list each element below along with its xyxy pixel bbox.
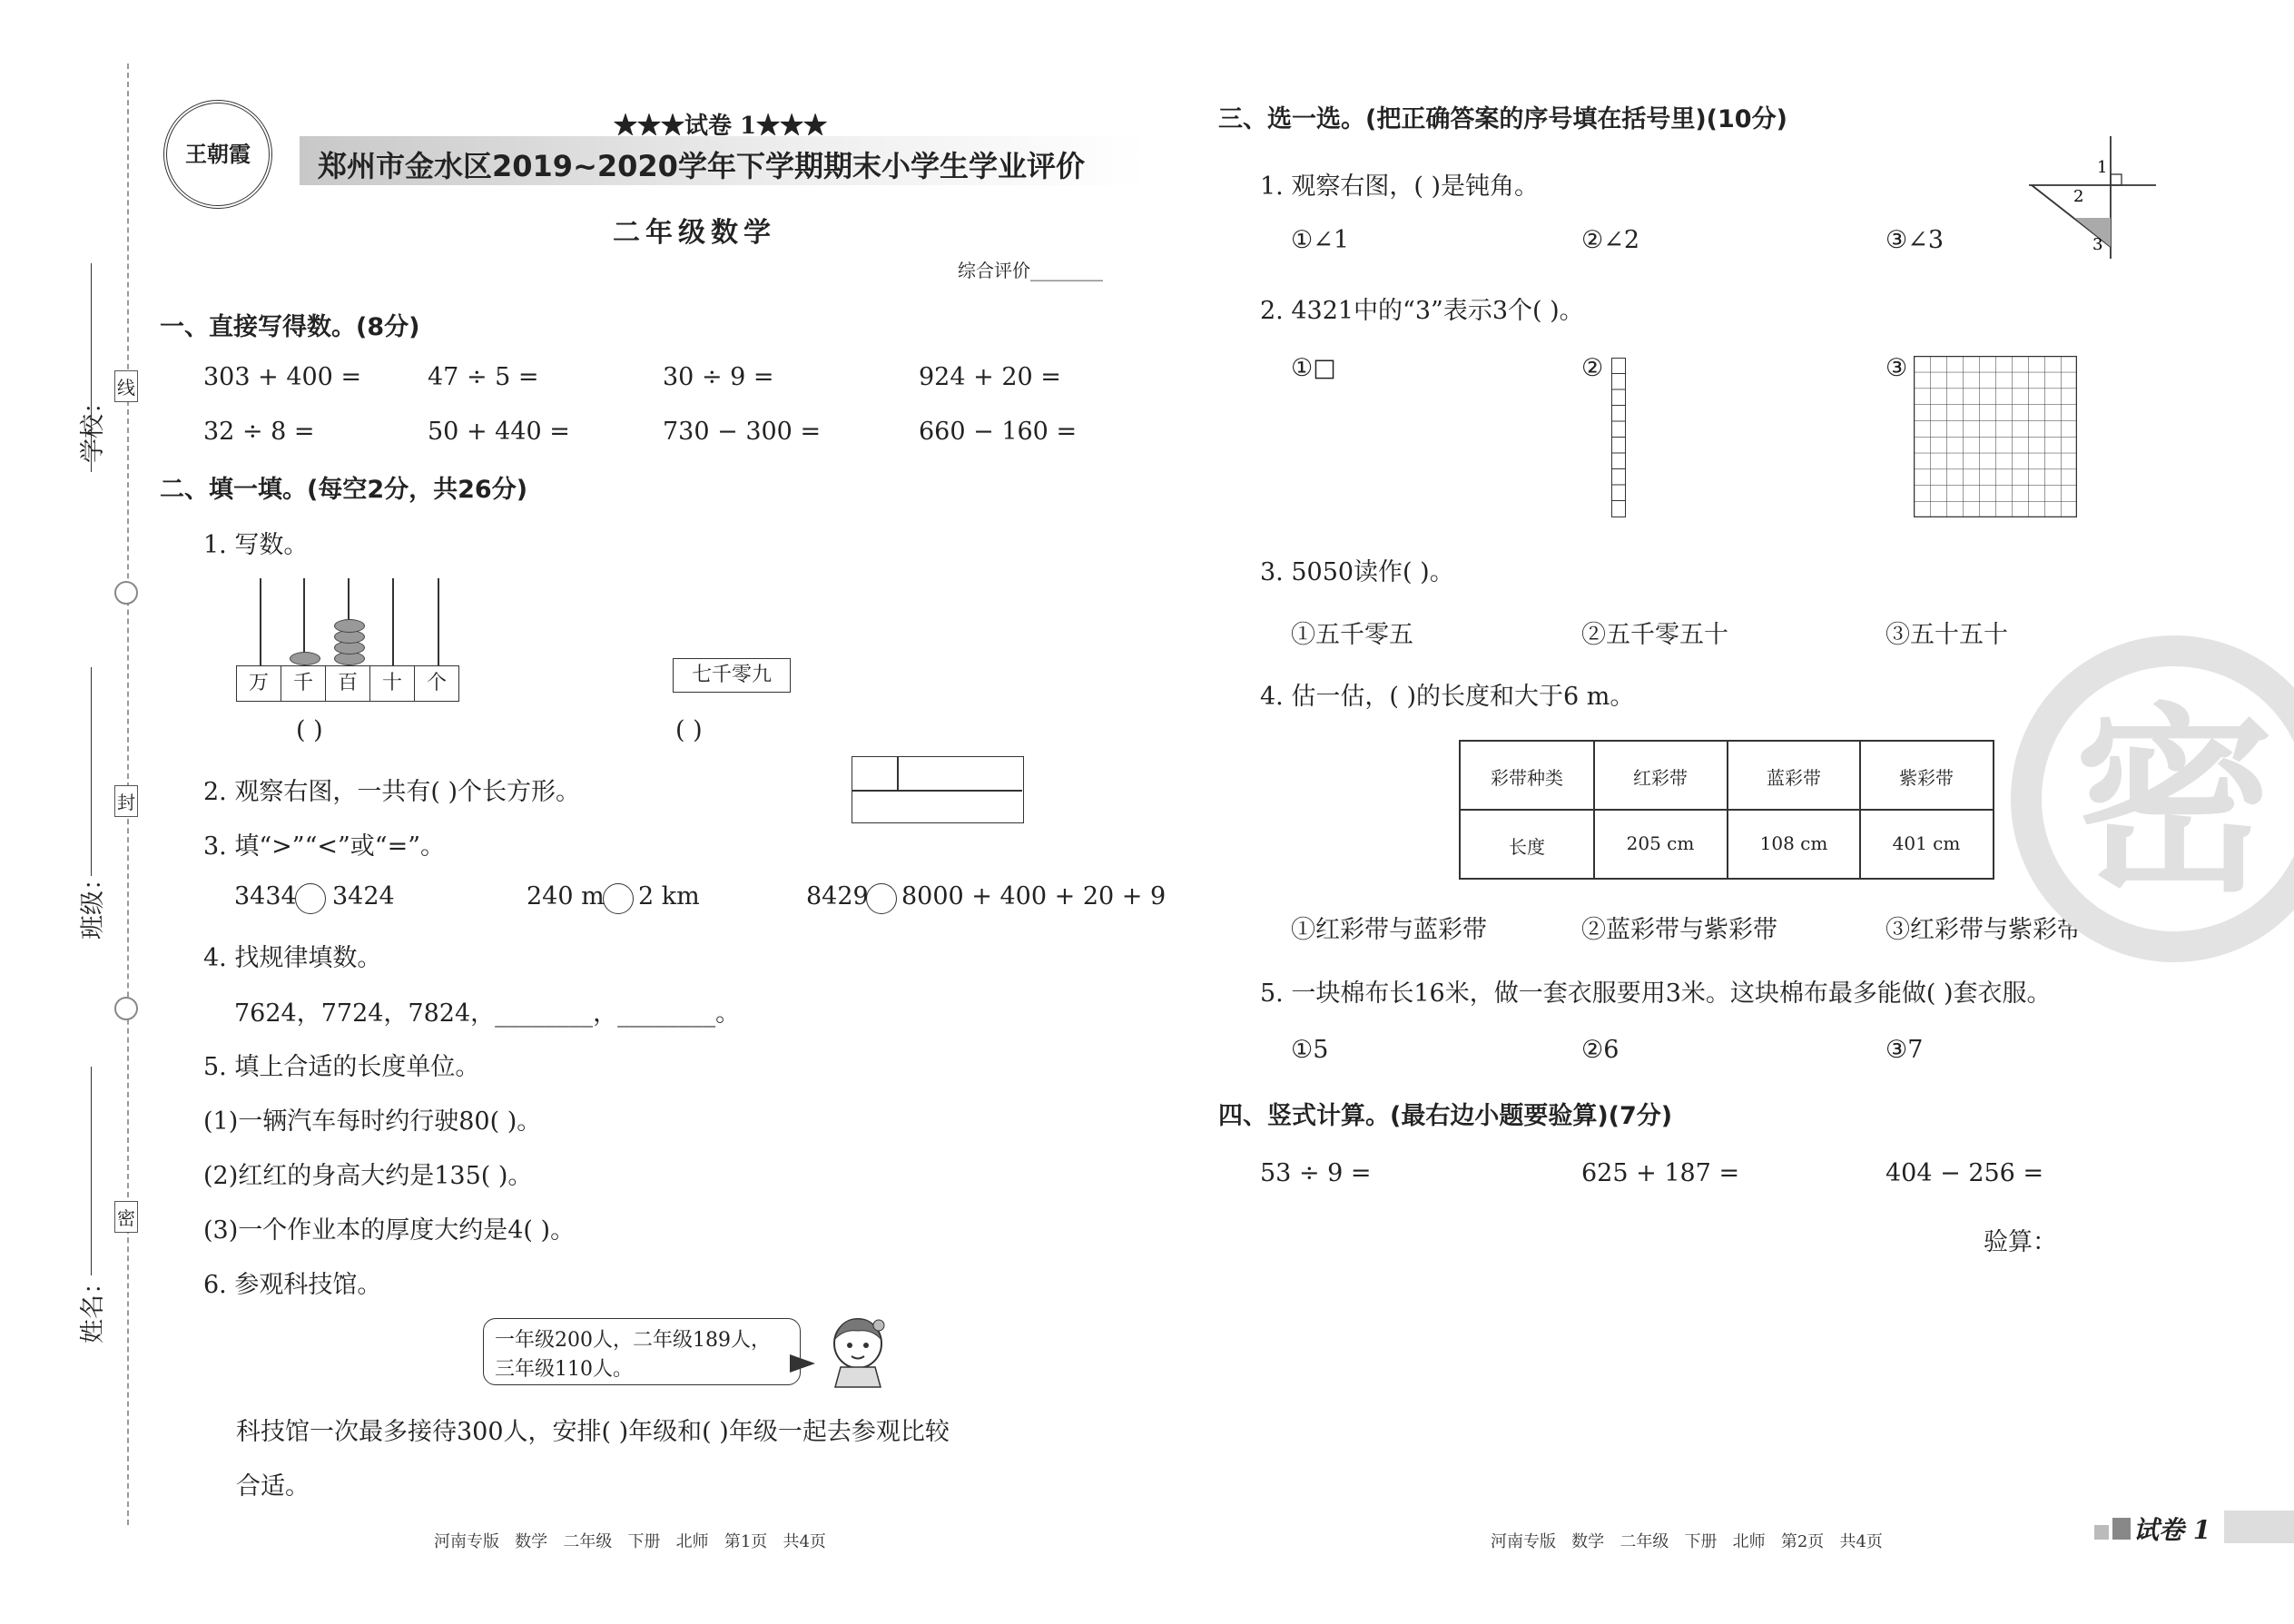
option[interactable]: ②6 [1581, 1036, 1620, 1064]
question-3-3[interactable]: 3. 5050读作( )。 [1260, 558, 1454, 586]
compare-circle[interactable] [603, 883, 634, 914]
option[interactable]: ②五千零五十 [1581, 621, 1728, 649]
abacus-rod [392, 578, 394, 665]
question-3-5[interactable]: 5. 一块棉布长16米，做一套衣服要用3米。这块棉布最多能做( )套衣服。 [1260, 979, 2052, 1008]
table-cell: 205 cm [1626, 832, 1695, 854]
footer-deco [2094, 1525, 2109, 1540]
line-mark-1: 线 [114, 370, 138, 402]
section-1-title: 一、直接写得数。(8分) [160, 313, 420, 341]
footer-deco [2112, 1518, 2131, 1540]
paper-tag: ★★★试卷 1★★★ [614, 113, 828, 140]
option[interactable]: ② [1581, 354, 1604, 382]
table-header-cell: 红彩带 [1633, 767, 1688, 789]
vertical-calc-item: 53 ÷ 9 = [1260, 1159, 1372, 1187]
bubble-line-2: 三年级110人。 [495, 1358, 633, 1381]
compare-left: 3434 [234, 882, 297, 910]
footer-tab [2224, 1511, 2294, 1543]
ribbon-table [1459, 740, 1994, 880]
ten-column-figure [1611, 358, 1626, 517]
bubble-tail [790, 1354, 815, 1373]
abacus-label: 十 [370, 666, 415, 701]
watermark-text: 密 [2073, 686, 2274, 919]
table-cell: 401 cm [1892, 832, 1961, 854]
girl-illustration-icon [822, 1314, 893, 1389]
abacus-label: 个 [426, 672, 447, 694]
binding-hole-icon [114, 997, 138, 1020]
question-2-2: 2. 观察右图，一共有( )个长方形。 [203, 778, 580, 806]
option[interactable]: ②蓝彩带与紫彩带 [1581, 916, 1777, 944]
question-2-5-2[interactable]: (2)红红的身高大约是135( )。 [203, 1162, 533, 1190]
table-cell: 108 cm [1759, 832, 1828, 854]
question-2-6: 6. 参观科技馆。 [203, 1271, 382, 1299]
class-blank[interactable] [91, 667, 92, 876]
school-blank[interactable] [91, 263, 92, 472]
logo-icon [163, 100, 272, 209]
table-header-cell: 彩带种类 [1491, 767, 1563, 789]
abacus-label: 千 [281, 666, 326, 701]
option[interactable]: ①∠1 [1291, 226, 1350, 254]
table-header-cell: 蓝彩带 [1767, 767, 1821, 789]
answer-paren[interactable]: ( ) [296, 716, 323, 744]
angle-figure [2024, 136, 2161, 259]
question-3-2[interactable]: 2. 4321中的“3”表示3个( )。 [1260, 297, 1584, 325]
calc-item: 660 − 160 = [919, 418, 1078, 446]
check-label: 验算： [1984, 1228, 2057, 1256]
number-sequence[interactable]: 7624，7724，7824，________，________。 [234, 999, 741, 1028]
angle-label-2: 2 [2073, 187, 2084, 206]
section-2-title: 二、填一填。(每空2分，共26分) [160, 476, 528, 504]
calc-item: 32 ÷ 8 = [203, 418, 315, 446]
section-3-title: 三、选一选。(把正确答案的序号填在括号里)(10分) [1218, 105, 1787, 133]
number-word-box: 七千零九 [673, 658, 791, 693]
question-2-6-text-2: 合适。 [236, 1472, 310, 1501]
question-2-1: 1. 写数。 [203, 531, 309, 559]
calc-item: 47 ÷ 5 = [428, 363, 539, 391]
calc-item: 30 ÷ 9 = [663, 363, 774, 391]
angle-label-1: 1 [2097, 158, 2108, 177]
question-2-5-3[interactable]: (3)一个作业本的厚度大约是4( )。 [203, 1216, 576, 1245]
option[interactable]: ③红彩带与紫彩带 [1885, 916, 2082, 944]
table-header-cell: 紫彩带 [1899, 767, 1954, 789]
calc-item: 50 + 440 = [428, 418, 570, 446]
question-2-6-text-1[interactable]: 科技馆一次最多接待300人，安排( )年级和( )年级一起去参观比较 [236, 1418, 950, 1446]
name-label: 姓名： [79, 1270, 107, 1343]
bubble-line-1: 一年级200人，二年级189人， [495, 1329, 771, 1352]
abacus-label: 百 [326, 666, 370, 701]
option[interactable]: ③∠3 [1885, 226, 1944, 254]
name-blank[interactable] [91, 1067, 92, 1275]
subject-title: 二年级数学 [613, 217, 776, 249]
rect-divider-v [897, 756, 899, 790]
table-cell: 长度 [1509, 836, 1545, 858]
vertical-calc-item: 625 + 187 = [1581, 1159, 1740, 1187]
vertical-calc-item: 404 − 256 = [1885, 1159, 2044, 1187]
footer-left: 河南专版 数学 二年级 下册 北师 第1页 共4页 [434, 1532, 826, 1551]
angle-label-3: 3 [2092, 235, 2103, 254]
option[interactable]: ①五千零五 [1291, 621, 1413, 649]
calc-item: 303 + 400 = [203, 363, 362, 391]
option[interactable]: ①5 [1291, 1036, 1329, 1064]
line-mark-3: 密 [114, 1201, 138, 1233]
option[interactable]: ①红彩带与蓝彩带 [1291, 916, 1487, 944]
school-label: 学校： [79, 389, 107, 463]
compare-right: 3424 [332, 882, 395, 910]
option[interactable]: ③7 [1885, 1036, 1924, 1064]
compare-left: 240 m [527, 882, 605, 910]
calc-item: 730 − 300 = [663, 418, 822, 446]
abacus-label-row [236, 665, 459, 702]
question-3-4[interactable]: 4. 估一估，( )的长度和大于6 m。 [1260, 683, 1635, 711]
compare-circle[interactable] [295, 883, 326, 914]
compare-right: 2 km [638, 882, 700, 910]
main-title: 郑州市金水区2019~2020学年下学期期末小学生学业评价 [318, 149, 1085, 183]
question-3-1[interactable]: 1. 观察右图，( )是钝角。 [1260, 172, 1539, 201]
abacus-rod [260, 578, 261, 665]
calc-item: 924 + 20 = [919, 363, 1061, 391]
abacus-rod [438, 578, 439, 665]
logo-text: 王朝霞 [185, 141, 251, 167]
footer-tag: 试卷 1 [2133, 1515, 2211, 1545]
footer-right: 河南专版 数学 二年级 下册 北师 第2页 共4页 [1491, 1532, 1883, 1551]
section-4-title: 四、竖式计算。(最右边小题要验算)(7分) [1218, 1102, 1673, 1130]
speech-bubble [483, 1318, 801, 1385]
overall-eval[interactable]: 综合评价________ [958, 260, 1103, 281]
abacus-bead [334, 619, 365, 633]
question-2-4: 4. 找规律填数。 [203, 944, 382, 972]
option[interactable]: ①□ [1291, 354, 1336, 382]
question-2-5-1[interactable]: (1)一辆汽车每时约行驶80( )。 [203, 1107, 542, 1136]
compare-right: 8000 + 400 + 20 + 9 [901, 882, 1167, 910]
compare-left: 8429 [806, 882, 869, 910]
option[interactable]: ②∠2 [1581, 226, 1640, 254]
option[interactable]: ③ [1885, 354, 1908, 382]
binding-hole-icon [114, 581, 138, 605]
question-2-3: 3. 填“>”“<”或“=”。 [203, 832, 446, 861]
class-label: 班级： [79, 866, 107, 940]
hundred-grid-figure [1914, 356, 2077, 517]
line-mark-2: 封 [114, 785, 138, 817]
abacus-label: 万 [237, 666, 281, 701]
compare-circle[interactable] [866, 883, 897, 914]
option[interactable]: ③五十五十 [1885, 621, 2008, 649]
answer-paren[interactable]: ( ) [675, 716, 703, 744]
abacus-bead [290, 652, 320, 665]
question-2-5: 5. 填上合适的长度单位。 [203, 1053, 480, 1081]
rect-divider-h [852, 790, 1022, 792]
